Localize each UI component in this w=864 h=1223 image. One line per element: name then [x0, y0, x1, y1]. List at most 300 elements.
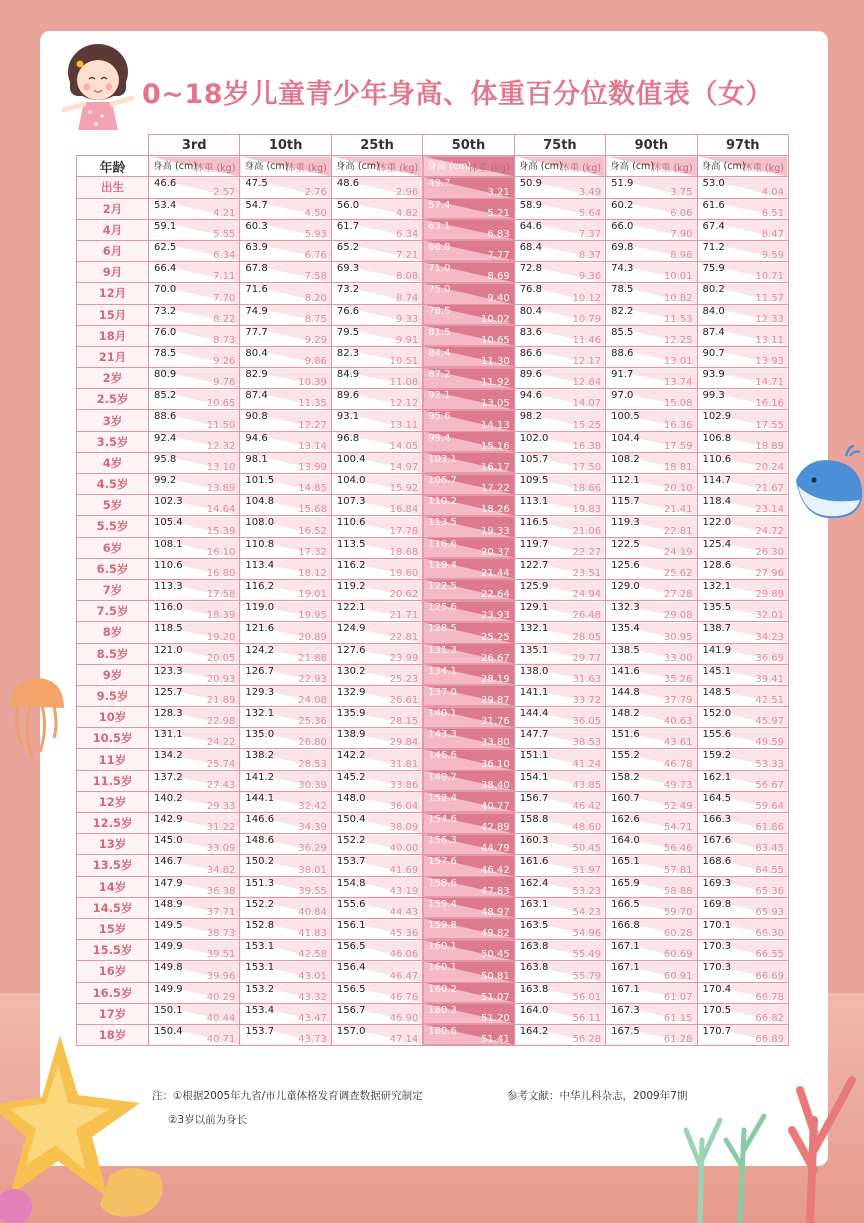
height-value: 140.1 [428, 708, 457, 720]
height-value: 138.7 [702, 623, 732, 635]
value-cell [606, 940, 697, 961]
value-cell [149, 240, 240, 261]
value-cell [514, 834, 605, 855]
weight-value: 20.10 [663, 483, 693, 495]
height-value: 134.1 [428, 665, 457, 677]
weight-value: 65.93 [755, 906, 784, 918]
weight-value: 40.77 [481, 801, 510, 812]
weight-value: 25.36 [298, 716, 327, 728]
value-cell [514, 728, 605, 749]
weight-value: 54.23 [572, 906, 602, 918]
weight-value: 54.71 [663, 822, 693, 834]
height-value: 94.6 [519, 390, 542, 402]
table-row [77, 664, 789, 685]
value-cell [149, 304, 240, 325]
age-cell: 14岁 [77, 876, 149, 897]
height-value: 149.5 [154, 919, 183, 931]
height-value: 74.3 [611, 263, 634, 275]
weight-value: 33.72 [572, 695, 602, 707]
weight-value: 16.17 [481, 462, 510, 473]
value-cell [697, 643, 788, 664]
weight-value: 45.97 [755, 716, 784, 728]
height-value: 119.2 [336, 580, 366, 592]
table-row [77, 749, 789, 770]
height-value: 167.1 [611, 962, 640, 974]
value-cell [514, 410, 605, 431]
value-cell [423, 834, 514, 855]
value-cell [240, 601, 331, 622]
value-cell [240, 897, 331, 918]
weight-value: 6.34 [396, 228, 419, 240]
value-cell [606, 431, 697, 452]
height-value: 155.6 [702, 729, 732, 741]
value-cell [697, 685, 788, 706]
unit-header-cell [697, 156, 788, 177]
height-value: 160.3 [519, 835, 549, 847]
value-cell [331, 283, 422, 304]
value-cell [423, 431, 514, 452]
height-value: 166.3 [702, 814, 732, 825]
height-value: 88.6 [154, 411, 177, 423]
weight-value: 48.60 [572, 822, 602, 834]
age-cell: 2.5岁 [77, 389, 149, 410]
weight-value: 7.37 [578, 228, 602, 240]
value-cell [331, 452, 422, 473]
weight-value: 18.89 [755, 440, 784, 452]
height-value: 149.8 [154, 962, 183, 974]
weight-value: 44.43 [389, 906, 419, 918]
height-value: 102.9 [702, 411, 732, 423]
height-value: 152.4 [428, 792, 457, 804]
weight-value: 25.74 [206, 758, 236, 770]
weight-value: 13.11 [389, 419, 419, 431]
weight-value: 29.08 [663, 610, 693, 622]
value-cell [423, 452, 514, 473]
height-value: 166.8 [611, 919, 640, 931]
height-value: 63.1 [428, 220, 451, 232]
height-value: 95.8 [154, 453, 177, 465]
value-cell [514, 982, 605, 1003]
height-value: 170.5 [702, 1004, 732, 1016]
table-row [77, 474, 789, 495]
value-cell [697, 813, 788, 834]
weight-value: 10.02 [481, 313, 510, 325]
table-row [77, 283, 789, 304]
value-cell [423, 982, 514, 1003]
value-cell [149, 431, 240, 452]
height-value: 150.4 [336, 814, 366, 825]
height-value: 53.4 [154, 199, 177, 211]
weight-value: 46.76 [389, 991, 419, 1003]
weight-unit-label: 体重 (kg) [651, 163, 693, 175]
weight-value: 54.96 [572, 928, 602, 940]
value-cell [514, 368, 605, 389]
weight-value: 16.80 [206, 567, 236, 579]
value-cell [514, 918, 605, 939]
weight-value: 7.21 [396, 250, 419, 262]
height-value: 170.3 [702, 962, 732, 974]
weight-value: 39.96 [206, 970, 236, 982]
weight-value: 20.24 [755, 462, 784, 473]
value-cell [697, 876, 788, 897]
weight-value: 14.64 [206, 504, 236, 516]
table-row [77, 876, 789, 897]
weight-value: 29.89 [755, 589, 784, 601]
height-value: 145.2 [336, 771, 366, 783]
height-value: 107.3 [336, 496, 366, 508]
value-cell [149, 516, 240, 537]
height-value: 149.9 [154, 983, 183, 995]
percentile-header: 10th [240, 135, 331, 156]
value-cell [423, 622, 514, 643]
value-cell [606, 791, 697, 812]
weight-value: 36.10 [481, 758, 510, 770]
height-value: 108.0 [245, 517, 275, 529]
weight-value: 17.59 [663, 440, 693, 452]
weight-value: 12.27 [298, 419, 327, 431]
height-value: 163.1 [519, 898, 549, 910]
weight-value: 66.69 [755, 970, 784, 982]
height-value: 113.4 [245, 559, 275, 571]
height-value: 68.4 [519, 241, 542, 253]
age-cell: 11.5岁 [77, 770, 149, 791]
height-value: 148.6 [245, 835, 275, 847]
weight-value: 8.73 [213, 334, 236, 346]
unit-header-cell [240, 156, 331, 177]
value-cell [423, 262, 514, 283]
height-value: 58.9 [519, 199, 542, 211]
value-cell [697, 219, 788, 240]
table-row [77, 304, 789, 325]
weight-value: 14.05 [389, 440, 419, 452]
height-value: 116.6 [428, 538, 457, 550]
value-cell [514, 813, 605, 834]
weight-value: 13.99 [298, 462, 327, 473]
height-value: 119.4 [428, 559, 457, 571]
weight-unit-label: 体重 (kg) [468, 163, 510, 175]
height-value: 82.2 [611, 305, 634, 317]
height-value: 128.6 [702, 559, 732, 571]
weight-value: 8.22 [213, 313, 236, 325]
value-cell [697, 240, 788, 261]
height-value: 101.5 [245, 475, 275, 486]
value-cell [331, 177, 422, 198]
value-cell [149, 346, 240, 367]
height-value: 170.3 [702, 941, 732, 953]
weight-value: 56.46 [663, 843, 693, 855]
value-cell [606, 855, 697, 876]
height-value: 137.0 [428, 686, 457, 698]
weight-value: 10.65 [481, 334, 510, 346]
height-value: 122.0 [702, 517, 732, 529]
value-cell [149, 876, 240, 897]
value-cell [149, 177, 240, 198]
weight-unit-label: 体重 (kg) [285, 163, 327, 175]
weight-value: 9.33 [396, 313, 419, 325]
height-value: 140.2 [154, 792, 183, 804]
height-value: 153.2 [245, 983, 275, 995]
value-cell [697, 431, 788, 452]
value-cell [331, 601, 422, 622]
height-value: 60.3 [245, 220, 268, 232]
value-cell [240, 813, 331, 834]
weight-value: 17.55 [755, 419, 784, 431]
height-value: 151.3 [245, 877, 275, 889]
value-cell [149, 749, 240, 770]
value-cell [606, 813, 697, 834]
height-value: 104.4 [611, 432, 640, 444]
height-value: 157.0 [336, 1025, 366, 1037]
weight-value: 66.30 [755, 928, 784, 940]
weight-value: 8.96 [670, 250, 693, 262]
value-cell [331, 516, 422, 537]
percentile-header: 25th [331, 135, 422, 156]
height-value: 64.6 [519, 220, 542, 232]
weight-value: 53.33 [755, 758, 784, 770]
height-value: 164.0 [519, 1004, 549, 1016]
table-row [77, 198, 789, 219]
weight-value: 41.24 [572, 758, 602, 770]
height-value: 80.4 [245, 347, 268, 359]
value-cell [331, 982, 422, 1003]
age-cell: 15月 [77, 304, 149, 325]
height-value: 69.3 [336, 263, 360, 275]
value-cell [240, 1003, 331, 1024]
weight-unit-label: 体重 (kg) [560, 163, 602, 175]
height-value: 146.6 [428, 750, 457, 762]
age-cell: 15岁 [77, 918, 149, 939]
weight-value: 29.84 [389, 737, 419, 749]
height-value: 168.6 [702, 856, 732, 868]
value-cell [149, 813, 240, 834]
weight-value: 63.45 [755, 843, 784, 855]
age-cell: 5.5岁 [77, 516, 149, 537]
table-row [77, 961, 789, 982]
value-cell [514, 685, 605, 706]
height-value: 141.6 [611, 665, 640, 677]
height-value: 62.5 [154, 241, 177, 253]
height-value: 129.1 [519, 602, 549, 614]
weight-value: 10.65 [206, 398, 236, 410]
weight-value: 39.51 [206, 949, 236, 961]
age-cell: 8.5岁 [77, 643, 149, 664]
weight-value: 19.83 [572, 504, 602, 516]
height-value: 93.9 [702, 369, 725, 381]
value-cell [606, 283, 697, 304]
height-value: 154.6 [428, 814, 457, 825]
height-value: 152.2 [336, 835, 366, 847]
weight-value: 14.97 [389, 462, 419, 473]
value-cell [606, 474, 697, 495]
height-value: 149.7 [428, 771, 457, 783]
weight-value: 37.71 [206, 906, 236, 918]
value-cell [149, 791, 240, 812]
age-cell: 7岁 [77, 579, 149, 600]
weight-value: 8.47 [761, 228, 784, 240]
weight-value: 56.67 [755, 779, 784, 791]
value-cell [606, 749, 697, 770]
weight-value: 28.15 [389, 716, 419, 728]
weight-value: 27.43 [206, 779, 236, 791]
value-cell [606, 876, 697, 897]
height-value: 88.6 [611, 347, 634, 359]
weight-value: 3.21 [487, 186, 510, 198]
value-cell [697, 410, 788, 431]
height-value: 153.4 [245, 1004, 275, 1016]
height-value: 149.9 [154, 941, 183, 953]
height-value: 148.5 [702, 686, 732, 698]
weight-value: 43.32 [298, 991, 327, 1003]
value-cell [331, 749, 422, 770]
value-cell [514, 749, 605, 770]
value-cell [697, 834, 788, 855]
value-cell [514, 431, 605, 452]
weight-value: 13.14 [298, 440, 327, 452]
value-cell [331, 389, 422, 410]
age-cell: 16岁 [77, 961, 149, 982]
weight-value: 24.22 [206, 737, 236, 749]
height-value: 66.4 [154, 263, 177, 275]
value-cell [240, 961, 331, 982]
weight-value: 10.82 [663, 292, 693, 304]
weight-value: 38.73 [206, 928, 236, 940]
value-cell [240, 177, 331, 198]
height-value: 167.5 [611, 1025, 640, 1037]
weight-value: 15.16 [481, 440, 510, 452]
height-unit-label: 身高 (cm) [610, 161, 655, 173]
value-cell [423, 961, 514, 982]
table-row [77, 834, 789, 855]
value-cell [514, 495, 605, 516]
value-cell [331, 325, 422, 346]
weight-value: 60.28 [663, 928, 693, 940]
value-cell [423, 304, 514, 325]
weight-value: 6.51 [761, 207, 784, 219]
weight-value: 16.36 [663, 419, 693, 431]
height-value: 156.4 [336, 962, 366, 974]
height-value: 141.2 [245, 771, 275, 783]
weight-value: 46.47 [389, 970, 419, 982]
value-cell [606, 685, 697, 706]
value-cell [149, 219, 240, 240]
value-cell [606, 219, 697, 240]
percentile-header: 3rd [149, 135, 240, 156]
weight-value: 27.96 [755, 567, 784, 579]
value-cell [423, 601, 514, 622]
value-cell [331, 707, 422, 728]
height-value: 104.0 [336, 475, 366, 486]
height-value: 135.4 [611, 623, 640, 635]
value-cell [423, 346, 514, 367]
value-cell [606, 177, 697, 198]
weight-value: 64.55 [755, 864, 784, 876]
weight-value: 2.57 [213, 186, 236, 198]
height-value: 150.4 [154, 1025, 183, 1037]
height-value: 110.6 [336, 517, 366, 529]
value-cell [423, 813, 514, 834]
height-value: 145.1 [702, 665, 732, 677]
weight-value: 34.39 [298, 822, 327, 834]
value-cell [240, 452, 331, 473]
note-length: ②3岁以前为身长 [168, 1114, 248, 1126]
height-value: 82.3 [336, 347, 360, 359]
value-cell [514, 558, 605, 579]
value-cell [697, 389, 788, 410]
height-value: 152.2 [245, 898, 275, 910]
weight-value: 9.26 [213, 356, 236, 368]
value-cell [423, 537, 514, 558]
height-value: 105.7 [519, 453, 549, 465]
weight-value: 22.81 [389, 631, 419, 643]
height-value: 170.1 [702, 919, 732, 931]
weight-value: 7.90 [670, 228, 693, 240]
height-value: 116.2 [245, 580, 275, 592]
page-title: 0~18岁儿童青少年身高、体重百分位数值表（女） [142, 79, 773, 110]
weight-value: 12.25 [663, 334, 693, 346]
weight-value: 30.95 [663, 631, 693, 643]
weight-value: 33.86 [389, 779, 419, 791]
value-cell [240, 558, 331, 579]
weight-value: 20.62 [389, 589, 419, 601]
height-value: 132.1 [245, 708, 275, 720]
height-value: 164.0 [611, 835, 640, 847]
value-cell [697, 558, 788, 579]
value-cell [514, 198, 605, 219]
weight-value: 47.83 [481, 885, 510, 897]
weight-value: 14.85 [298, 483, 327, 495]
value-cell [606, 198, 697, 219]
age-cell: 8岁 [77, 622, 149, 643]
height-unit-label: 身高 (cm) [427, 161, 472, 173]
value-cell [423, 410, 514, 431]
height-value: 151.6 [611, 729, 640, 741]
weight-value: 49.59 [755, 737, 784, 749]
height-value: 104.8 [245, 496, 275, 508]
weight-value: 3.75 [670, 186, 693, 198]
height-value: 76.8 [519, 284, 542, 296]
height-value: 51.9 [611, 178, 634, 190]
value-cell [240, 728, 331, 749]
height-value: 82.9 [245, 369, 268, 381]
age-cell: 13.5岁 [77, 855, 149, 876]
weight-value: 28.53 [298, 758, 327, 770]
height-value: 109.5 [519, 475, 549, 486]
weight-value: 16.84 [389, 504, 419, 516]
value-cell [514, 1024, 605, 1045]
percentile-header: 90th [606, 135, 697, 156]
value-cell [331, 897, 422, 918]
height-value: 84.4 [428, 347, 451, 359]
weight-value: 42.89 [481, 822, 510, 834]
height-value: 138.5 [611, 644, 640, 656]
value-cell [606, 389, 697, 410]
value-cell [240, 876, 331, 897]
weight-value: 22.98 [206, 716, 236, 728]
height-value: 122.1 [336, 602, 366, 614]
value-cell [514, 579, 605, 600]
height-value: 59.1 [154, 220, 177, 232]
value-cell [697, 940, 788, 961]
weight-value: 34.82 [206, 864, 236, 876]
weight-value: 13.89 [206, 483, 236, 495]
value-cell [240, 770, 331, 791]
height-value: 71.6 [245, 284, 268, 296]
height-value: 50.9 [519, 178, 542, 190]
value-cell [697, 749, 788, 770]
value-cell [423, 240, 514, 261]
table-row [77, 855, 789, 876]
height-value: 165.1 [611, 856, 640, 868]
